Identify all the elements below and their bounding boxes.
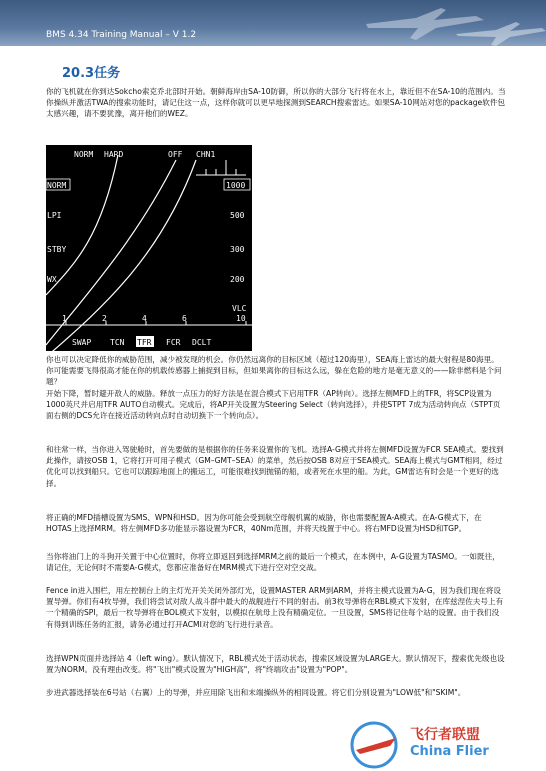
tfr-curve-2 — [46, 155, 118, 295]
paragraph-threat: 你也可以决定降低你的威胁范围，减少被发现的机会。你仍然远离你的目标区域（超过120海里），SEA海上雷达的最大射程是80海里。你可能需要飞得很高才能在你的机载传感器上捕捉到目标，但如果离你的目标这么远，躲在危险的地方是毫无意义的——除非燃料是个问题？ — [46, 355, 502, 387]
osb-fcr: FCR — [166, 338, 181, 347]
x-tick-1: 1 — [62, 314, 67, 323]
osb-left-lpi: LPI — [47, 211, 62, 220]
paragraph-fence-in: Fence in进入围栏，用左控制台上的主灯光开关关闭外部灯光，设置MASTER ARM到ARM，并将主模式设置为A-G，因为我们现在将设置导弹。你们有4枚导弹，我们将尝试对敌人战斗群中最大的战舰进行不同的射击。前3枚导弹将在RBL模式下发射，在库兹涅佐夫号上有一个精确的SPI，最后一枚导弹将在BOL模式下发射，以模拟在航母上没有精确定位。一旦设置，SMS将记住每个站的设置。由于我们没有得到训练任务的汇报，请务必通过打开ACMI对您的飞行进行录音。 — [46, 586, 504, 629]
watermark-cn: 飞行者联盟 — [410, 727, 480, 743]
osb-swap: SWAP — [72, 338, 92, 347]
scale-200: 200 — [230, 275, 245, 284]
x-tick-2: 2 — [102, 314, 107, 323]
scale-1000: 1000 — [226, 181, 246, 190]
osb-left-stby: STBY — [47, 245, 67, 254]
paragraph-mfd: 将正确的MFD插槽设置为SMS、WPN和HSD。因为你可能会受到航空母舰机翼的威胁，你也需要配置A-A模式。在A-G模式下，在HOTAS上选择MRM。将左侧MFD多功能显示器设置为FCR，40Nm范围，并将天线置于中心。将右MFD设置为HSD和TGP。 — [46, 513, 482, 534]
osb-norm-label: NORM — [74, 150, 94, 159]
paragraph-descent: 开始下降，暂时避开敌人的威胁。释放一点压力的好方法是在混合模式下启用TFR（AP转向）。选择左侧MFD上的TFR，将SCP设置为1000英尺并启用TFR AUTO自动模式。完成后，将AP开关设置为Steering Select（转向选择），并使STPT 7成为活动转向点（STPT页面右侧的DCS允许在接近活动转向点时自动切换下一个转向点）。 — [46, 389, 501, 421]
x-tick-6: 6 — [182, 314, 187, 323]
china-flier-watermark — [340, 718, 546, 771]
watermark-logo-icon — [346, 720, 406, 770]
osb-hard-label: HARD — [104, 150, 124, 159]
osb-off-label: OFF — [168, 150, 183, 159]
tfr-curve-3 — [46, 160, 196, 351]
paragraph-dogfight: 当你将油门上的斗狗开关置于中心位置时，你将立即返回到选择MRM之前的最后一个模式，在本例中，A-G设置为TASMO。一如既往，请记住，无论何时不需要A-G模式，您都应准备好在MRM模式下进行空对空交战。 — [46, 552, 500, 573]
osb-dclt: DCLT — [192, 338, 212, 347]
paragraph-step: 步进武器选择装在6号站（右翼）上的导弹，并应用除飞出和末端操纵外的相同设置。将它们分别设置为"LOW低"和"SKIM"。 — [46, 688, 466, 697]
page-header — [0, 0, 546, 46]
vlc-label: VLC — [232, 304, 247, 313]
mfd-graphic — [46, 145, 252, 351]
section-heading: 20.3任务 — [62, 66, 121, 81]
x-tick-4: 4 — [142, 314, 147, 323]
mfd-tfr-display — [46, 145, 252, 351]
manual-title: BMS 4.34 Training Manual – V 1.2 — [46, 30, 197, 40]
paragraph-setup: 和往常一样，当你进入驾驶舱时，首先要做的是根据你的任务来设置你的飞机。选择A-G模式并将左侧MFD设置为FCR SEA模式。要找到此操作，请按OSB 1，它将打开可用子模式（GM–GMT–SEA）的菜单，然后按OSB 8对应于SEA模式。SEA海上模式与GMT相同，经过优化可以找到船只。它也可以跟踪地面上的搬运工，可能很难找到抛锚的船，或者死在水里的船。为此，GM雷达有时会是一个更好的选择。 — [46, 445, 504, 488]
osb-tcn: TCN — [110, 338, 125, 347]
scale-300: 300 — [230, 245, 245, 254]
fighter-jets-graphic — [346, 0, 546, 46]
osb-tfr: TFR — [137, 338, 152, 347]
scale-500: 500 — [230, 211, 245, 220]
osb-chn-label: CHN1 — [196, 150, 216, 159]
osb-left-wx: WX — [47, 275, 57, 284]
watermark-en: China Flier — [410, 744, 489, 759]
intro-paragraph: 你的飞机就在你到达Sokcho索克乔北部时开始。朝鲜海岸由SA-10防御，所以你的大部分飞行将在水上，靠近但不在SA-10的范围内。当你操纵并激活TWA的搜索功能时，请记住这一点，这样你就可以更早地探测到SEARCH搜索雷达。如果SA-10网站对您的package软件包太感兴趣，请不要犹豫，离开他们的WEZ。 — [46, 87, 506, 119]
paragraph-wpn: 选择WPN页面并选择站 4（left wing）。默认情况下，RBL模式处于活动状态，搜索区域设置为LARGE大。默认情况下，搜索优先级也设置为NORM。没有理由改变。将"飞出"模式设置为"HIGH高"，将"终端攻击"设置为"POP"。 — [46, 654, 505, 675]
osb-left-norm: NORM — [47, 181, 67, 190]
x-tick-10: 10 — [236, 314, 246, 323]
